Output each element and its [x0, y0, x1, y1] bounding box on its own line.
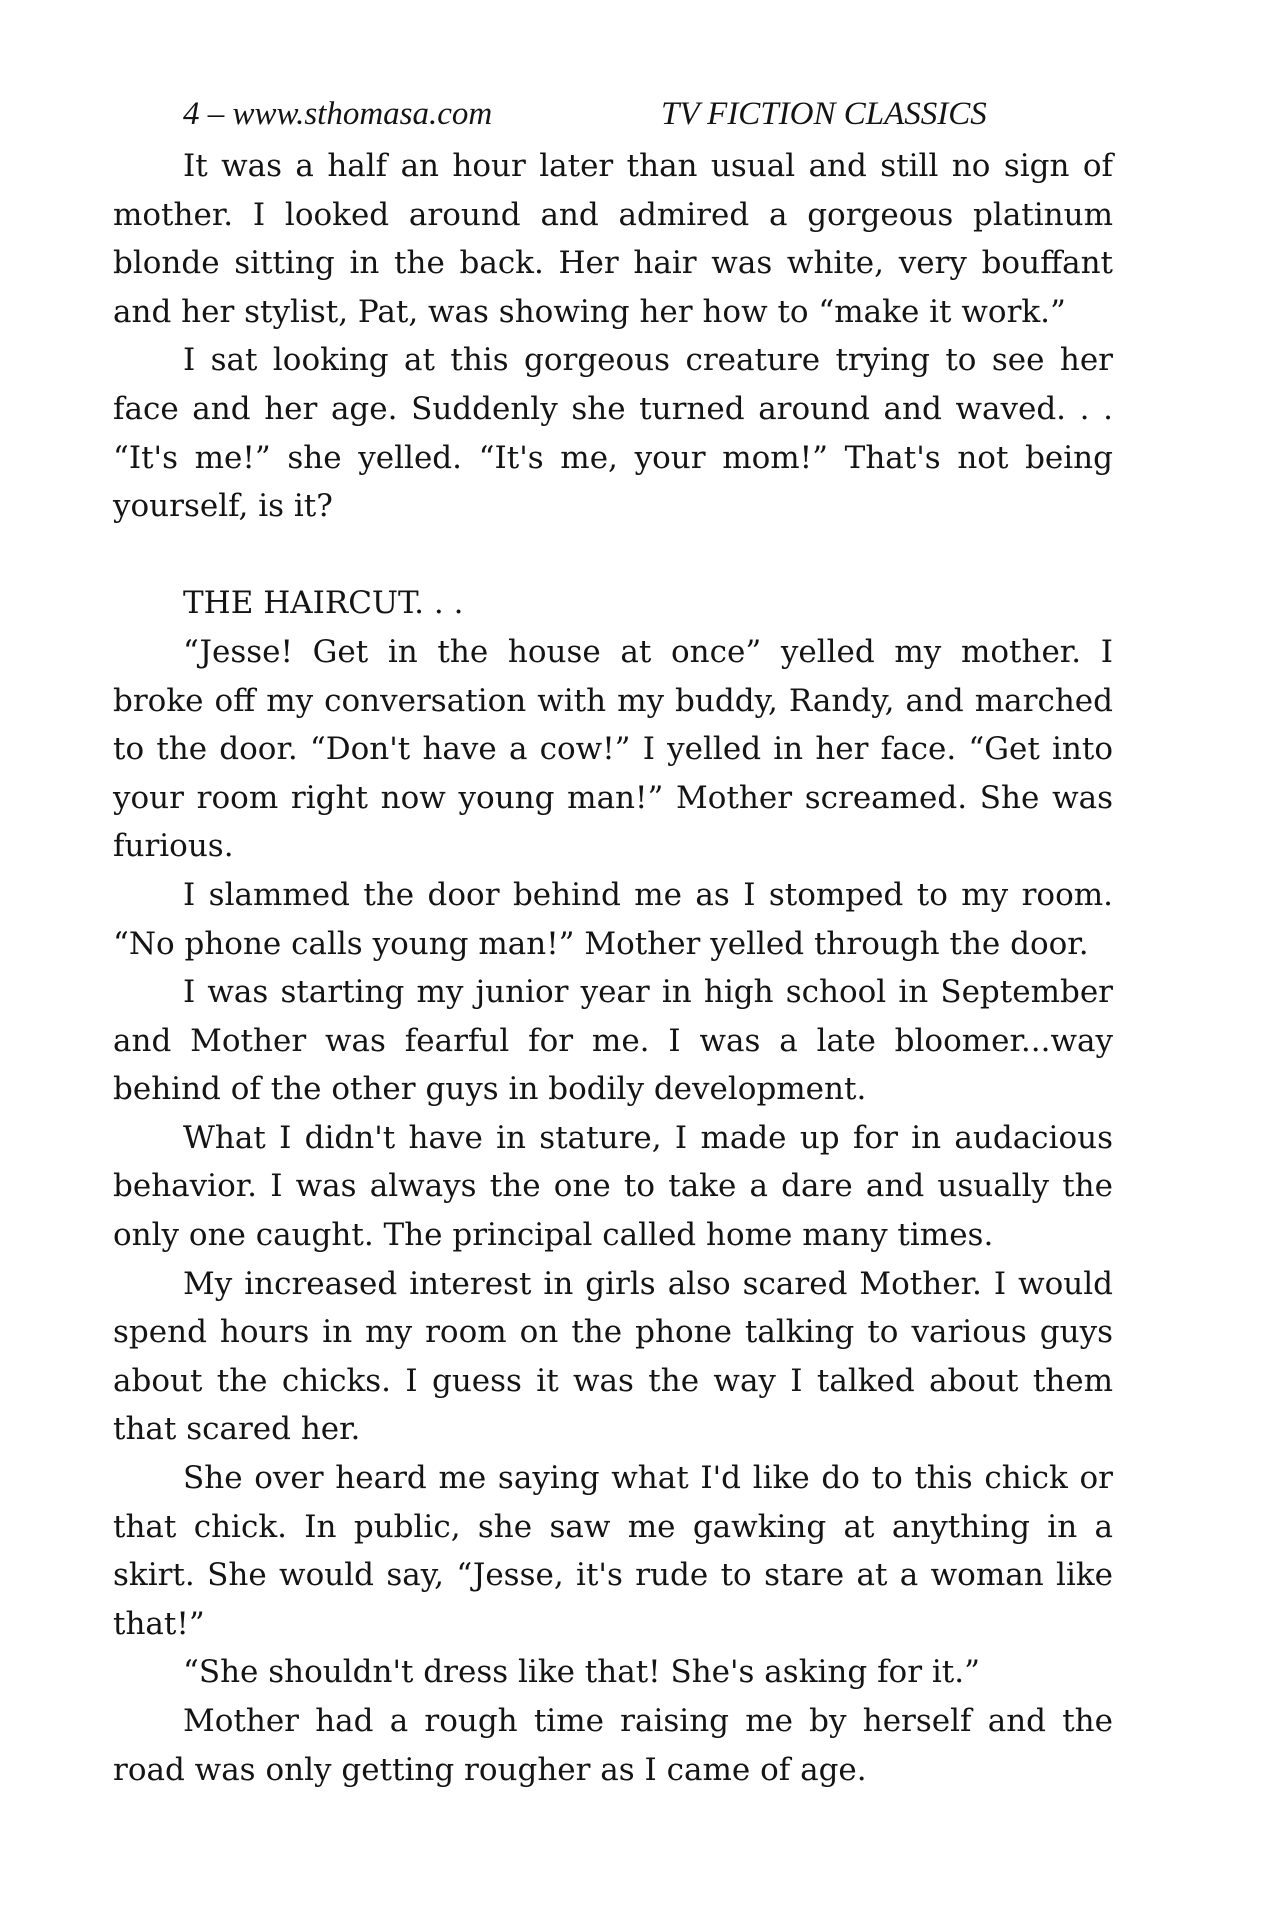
book-title: TV FICTION CLASSICS — [661, 96, 987, 132]
running-header — [113, 92, 1113, 136]
section-spacer — [113, 531, 1113, 580]
page-number-and-url: 4 – www.sthomasa.com — [183, 96, 493, 132]
book-page — [113, 92, 1113, 1794]
paragraph: I sat looking at this gorgeous creature trying to see her face and her age. Suddenly she turned around and waved. . . “It's me!” she yelled. “It's me, your mom!” That's not being yourself, is it? — [113, 342, 1113, 525]
paragraph: “Jesse! Get in the house at once” yelled my mother. I broke off my conversation with my buddy, Randy, and marched to the door. “Don't have a cow!” I yelled in her face. “Get into your room right now young man!” Mother screamed. She was furious. — [113, 633, 1113, 865]
paragraph: What I didn't have in stature, I made up for in audacious behavior. I was always the one to take a dare and usually the only one caught. The principal called home many times. — [113, 1119, 1113, 1254]
paragraph: “She shouldn't dress like that! She's asking for it.” — [183, 1654, 980, 1691]
paragraph: I slammed the door behind me as I stomped to my room. “No phone calls young man!” Mother yelled through the door. — [113, 876, 1113, 962]
section-title: THE HAIRCUT. . . — [183, 585, 464, 622]
paragraph: She over heard me saying what I'd like do to this chick or that chick. In public, she saw me gawking at anything in a skirt. She would say, “Jesse, it's rude to stare at a woman like that!” — [113, 1460, 1113, 1642]
paragraph: Mother had a rough time raising me by herself and the road was only getting rougher as I came of age. — [113, 1703, 1113, 1788]
paragraph: My increased interest in girls also scared Mother. I would spend hours in my room on the phone talking to various guys about the chicks. I guess it was the way I talked about them that scared her. — [113, 1265, 1113, 1448]
page-body — [113, 142, 1113, 1794]
paragraph: It was a half an hour later than usual and still no sign of mother. I looked around and admired a gorgeous platinum blonde sitting in the back. Her hair was white, very bouffant and her stylist, Pat, was showing her how to “make it work.” — [113, 148, 1113, 330]
paragraph: I was starting my junior year in high school in September and Mother was fearful for me. I was a late bloomer...way behind of the other guys in bodily development. — [113, 974, 1113, 1108]
